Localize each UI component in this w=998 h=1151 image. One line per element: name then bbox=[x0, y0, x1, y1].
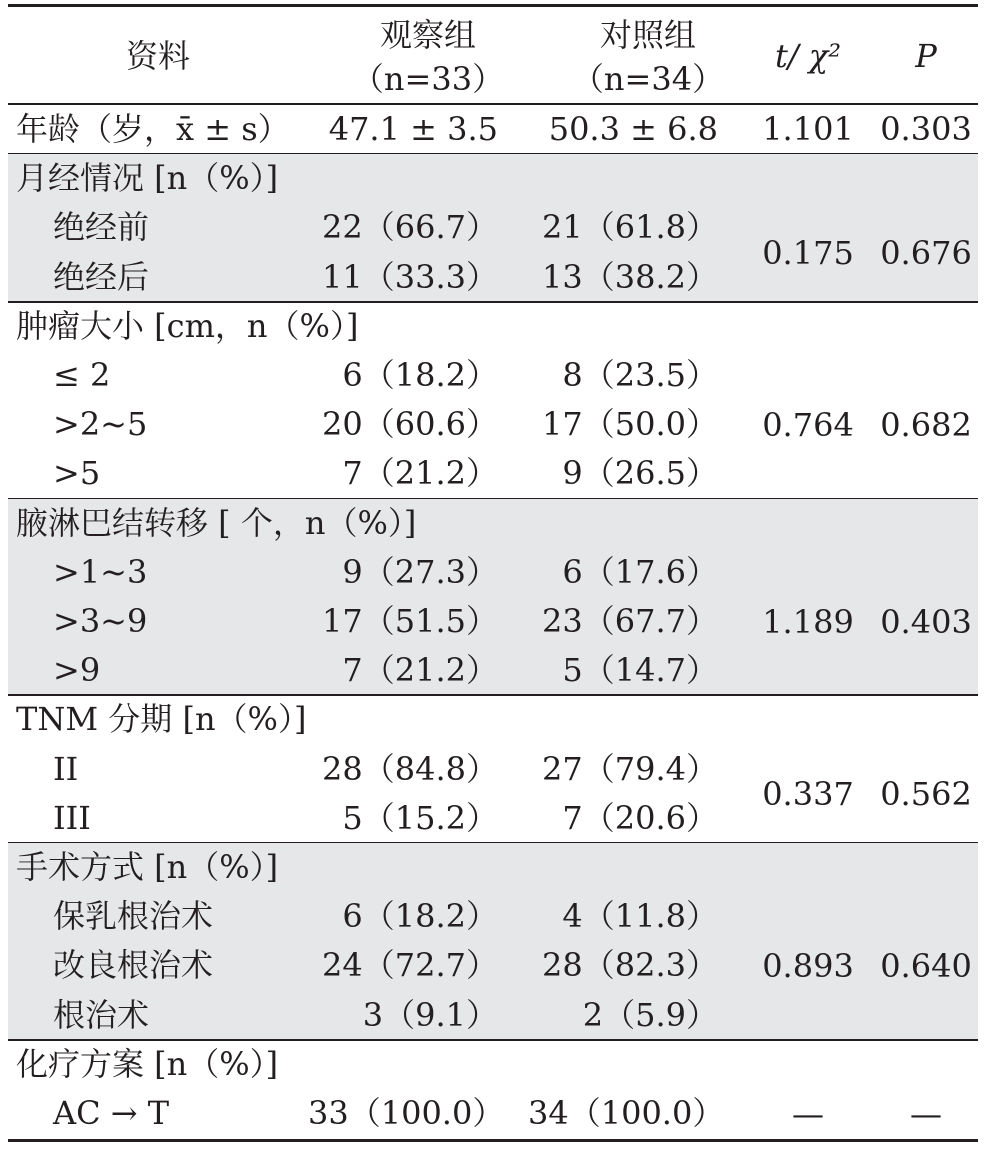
stat-value: 0.893 bbox=[762, 947, 854, 985]
control-value: 23（67.7） bbox=[542, 601, 718, 640]
p-value: 0.640 bbox=[880, 947, 972, 985]
observation-value: 6（18.2） bbox=[342, 897, 498, 936]
group-title: 肿瘤大小 [cm，n（%）] bbox=[16, 306, 359, 345]
observation-value: 6（18.2） bbox=[342, 355, 498, 394]
row-label: 绝经前 bbox=[53, 208, 150, 247]
table-group bbox=[8, 1040, 978, 1138]
p-value: 0.676 bbox=[880, 233, 972, 272]
table-row bbox=[8, 892, 978, 941]
control-value: 6（17.6） bbox=[562, 552, 718, 591]
observation-value: 11（33.3） bbox=[322, 257, 498, 296]
group-title-row bbox=[8, 1040, 978, 1089]
control-value: 21（61.8） bbox=[542, 208, 718, 247]
row-label: 保乳根治术 bbox=[53, 897, 214, 936]
control-value: 8（23.5） bbox=[562, 355, 718, 394]
table-group bbox=[8, 695, 978, 843]
stat-value: — bbox=[792, 1094, 824, 1133]
observation-value: 33（100.0） bbox=[308, 1093, 505, 1132]
observation-value: 20（60.6） bbox=[322, 405, 498, 444]
p-value: 0.562 bbox=[880, 774, 972, 813]
control-value: 34（100.0） bbox=[528, 1093, 725, 1132]
table-header bbox=[8, 7, 978, 104]
table-row bbox=[8, 351, 978, 400]
p-value: 0.403 bbox=[880, 602, 972, 641]
row-label: >5 bbox=[53, 454, 101, 493]
control-value: 17（50.0） bbox=[542, 405, 718, 444]
observation-value: 3（9.1） bbox=[362, 995, 498, 1034]
group-title: 月经情况 [n（%）] bbox=[16, 159, 279, 198]
observation-value: 7（21.2） bbox=[342, 454, 498, 493]
observation-value: 28（84.8） bbox=[322, 749, 498, 788]
control-value: 7（20.6） bbox=[562, 798, 718, 837]
row-label: 年龄（岁，x̄ ± s） bbox=[16, 110, 290, 148]
control-value: 13（38.2） bbox=[542, 257, 718, 296]
row-label: >2~5 bbox=[53, 405, 148, 444]
header-col4: P bbox=[915, 37, 937, 75]
group-title: 腋淋巴结转移 [ 个，n（%）] bbox=[16, 503, 417, 542]
table-group bbox=[8, 499, 978, 696]
stat-value: 1.101 bbox=[762, 110, 854, 148]
row-label: 绝经后 bbox=[53, 257, 150, 296]
table-row bbox=[8, 105, 978, 154]
stat-value: 0.764 bbox=[762, 405, 854, 444]
group-title-row bbox=[8, 695, 978, 744]
header-col2-sub: （n=34） bbox=[571, 60, 725, 98]
observation-value: 24（72.7） bbox=[322, 946, 498, 985]
table-group bbox=[8, 302, 978, 499]
control-value: 2（5.9） bbox=[582, 995, 718, 1034]
observation-value: 17（51.5） bbox=[322, 601, 498, 640]
header-col0: 资料 bbox=[125, 37, 190, 75]
bottom-rule bbox=[8, 1139, 978, 1142]
control-value: 28（82.3） bbox=[542, 946, 718, 985]
observation-value: 5（15.2） bbox=[342, 798, 498, 837]
observation-value: 7（21.2） bbox=[342, 651, 498, 690]
control-value: 9（26.5） bbox=[562, 454, 718, 493]
group-title: 手术方式 [n（%）] bbox=[16, 848, 279, 886]
stat-value: 0.337 bbox=[762, 774, 854, 813]
group-title: 化疗方案 [n（%）] bbox=[16, 1044, 279, 1083]
observation-value: 47.1 ± 3.5 bbox=[328, 110, 498, 148]
control-value: 5（14.7） bbox=[562, 651, 718, 690]
row-label: >3~9 bbox=[53, 601, 148, 640]
stat-value: 0.175 bbox=[762, 233, 854, 272]
header-col3: t/ χ² bbox=[774, 37, 842, 75]
p-value: 0.303 bbox=[880, 110, 972, 148]
observation-value: 9（27.3） bbox=[342, 552, 498, 591]
control-value: 50.3 ± 6.8 bbox=[548, 110, 718, 148]
row-label: ≤ 2 bbox=[53, 355, 111, 394]
group-title: TNM 分期 [n（%）] bbox=[16, 700, 307, 739]
row-label: 改良根治术 bbox=[53, 946, 214, 985]
p-value: 0.682 bbox=[880, 405, 972, 444]
row-label: >1~3 bbox=[53, 552, 148, 591]
table-row bbox=[8, 548, 978, 597]
header-col2-title: 对照组 bbox=[599, 16, 696, 54]
row-label: 根治术 bbox=[53, 995, 150, 1034]
control-value: 4（11.8） bbox=[562, 897, 718, 936]
row-label: >9 bbox=[53, 651, 101, 690]
stat-value: 1.189 bbox=[762, 602, 854, 641]
row-label: AC → T bbox=[53, 1093, 170, 1132]
group-title-row bbox=[8, 154, 978, 203]
table-row bbox=[8, 646, 978, 695]
observation-value: 22（66.7） bbox=[322, 208, 498, 247]
p-value: — bbox=[910, 1094, 942, 1133]
table-group bbox=[8, 843, 978, 1040]
group-title-row bbox=[8, 499, 978, 548]
row-label: II bbox=[53, 749, 79, 788]
group-title-row bbox=[8, 843, 978, 892]
table-group bbox=[8, 154, 978, 302]
row-label: III bbox=[53, 798, 91, 837]
table-row bbox=[8, 991, 978, 1040]
group-title-row bbox=[8, 302, 978, 351]
header-col1-sub: （n=33） bbox=[351, 60, 505, 98]
control-value: 27（79.4） bbox=[542, 749, 718, 788]
header-col1-title: 观察组 bbox=[379, 16, 476, 54]
table-group bbox=[8, 105, 978, 154]
table-row bbox=[8, 449, 978, 498]
